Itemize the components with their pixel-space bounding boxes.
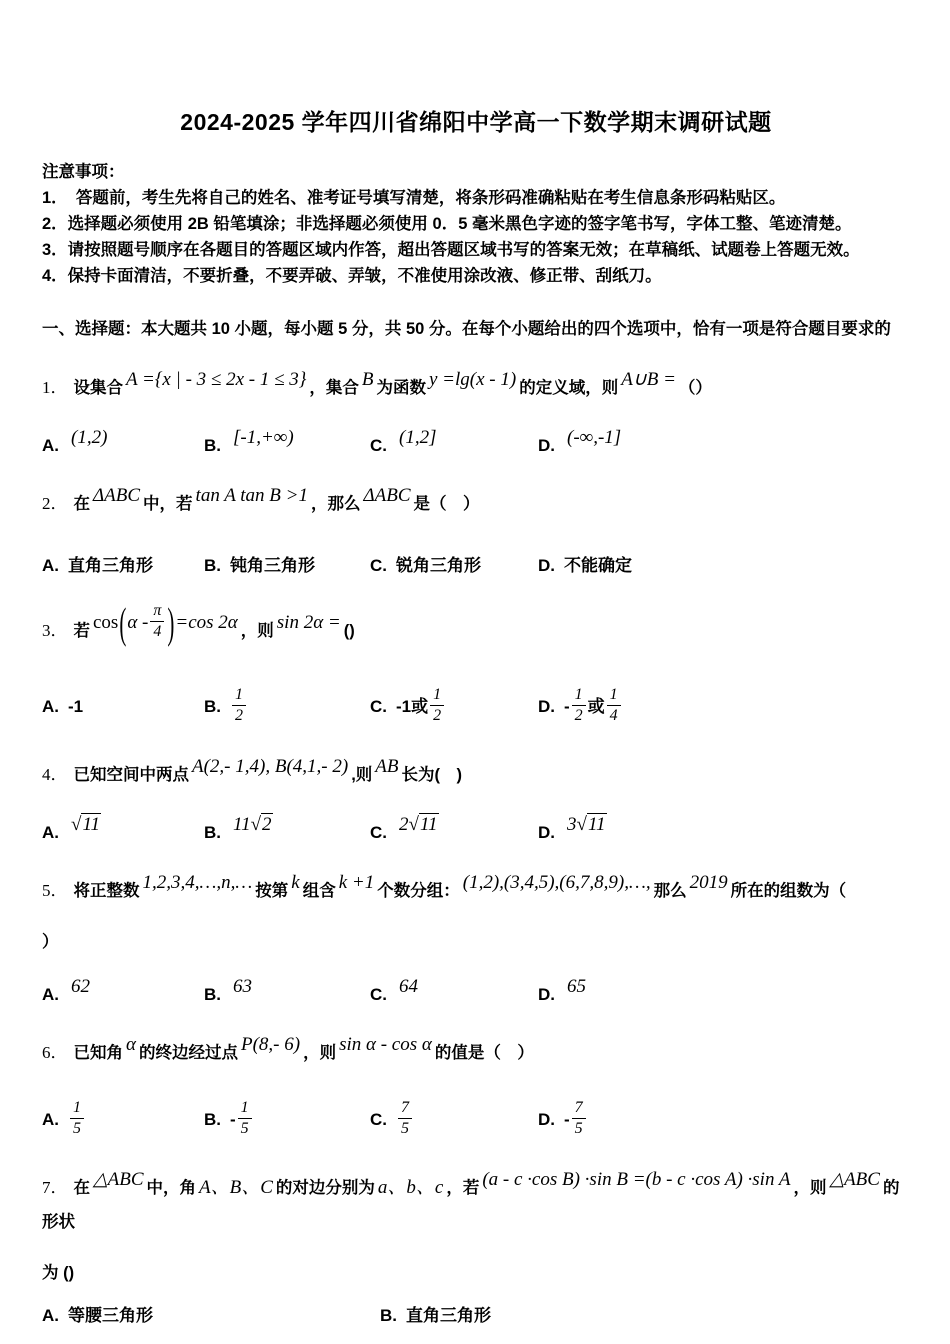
option-label: D. (538, 436, 555, 455)
math-expression: α (126, 1033, 136, 1055)
option-value: -1 (396, 696, 412, 716)
option-d (538, 551, 910, 576)
question-3 (42, 598, 910, 728)
option-label: A. (42, 556, 59, 575)
option-d (538, 427, 910, 457)
question-5 (42, 871, 910, 1006)
math-expression: A ={x | - 3 ≤ 2x - 1 ≤ 3} (126, 369, 307, 390)
coefficient: 11 (233, 813, 251, 835)
math-expression: ΔABC (93, 485, 141, 506)
question-4-options (42, 813, 910, 844)
fraction (238, 1098, 252, 1139)
math-var: a、b、c (377, 1176, 444, 1198)
numerator: 7 (572, 1098, 586, 1119)
option-c (370, 813, 538, 844)
fraction (572, 685, 586, 726)
option-b (380, 1301, 910, 1326)
notice-item-1: 1． 答题前，考生先将自己的姓名、准考证号填写清楚，将条形码准确粘贴在考生信息条形码粘贴区。 (42, 189, 786, 207)
option-label: A. (42, 822, 59, 842)
option-a (42, 975, 204, 1006)
numerator: 7 (398, 1098, 412, 1119)
option-a (42, 1301, 380, 1326)
option-label: B. (204, 822, 221, 842)
option-a (42, 427, 204, 457)
question-4 (42, 755, 910, 844)
option-b (204, 551, 370, 576)
denominator: 2 (574, 706, 583, 724)
minus-sign: - (564, 696, 570, 716)
numerator: 1 (70, 1098, 84, 1119)
option-a (42, 813, 204, 844)
stem-text: 将正整数 (73, 881, 140, 900)
option-value: -1 (68, 696, 84, 716)
question-7 (42, 1168, 910, 1326)
stem-text: ，那么 (310, 495, 361, 513)
answer-parens: 长为( ) (401, 765, 462, 784)
math-expression: k +1 (338, 871, 375, 893)
math-expression: (a - c ·cos B) ·sin B =(b - c ·cos A) ·sin A (482, 1168, 791, 1190)
option-a (42, 697, 204, 717)
option-label: C. (370, 822, 387, 842)
option-label: A. (42, 696, 59, 716)
notice-item-3: 3．请按照题号顺序在各题目的答题区域内作答，超出答题区域书写的答案无效；在草稿纸、试题卷上答题无效。 (42, 241, 860, 259)
stem-text: 组含 (302, 881, 336, 900)
minus-sign: - (564, 1109, 570, 1129)
sqrt-icon: √ (71, 813, 82, 835)
option-label: B. (204, 696, 221, 716)
section-heading-choice: 一、选择题：本大题共 10 小题，每小题 5 分，共 50 分。在每个小题给出的四个选项中，恰有一项是符合题目要求的 (42, 320, 891, 338)
stem-text: 个数分组： (377, 881, 460, 900)
option-c (370, 687, 538, 728)
question-2 (42, 487, 910, 576)
stem-text: 的定义域，则 (519, 379, 619, 397)
answer-parens: 的值是（ ） (434, 1043, 534, 1062)
question-4-stem (42, 755, 910, 792)
fraction (398, 1098, 412, 1139)
option-d (538, 813, 910, 844)
stem-text: 已知角 (73, 1043, 123, 1062)
numerator: 1 (607, 685, 621, 706)
option-value (567, 814, 607, 835)
math-expression: △ABC (93, 1168, 144, 1190)
or-text: 或 (411, 696, 429, 716)
option-label: D. (538, 696, 555, 716)
question-3-options (42, 687, 910, 728)
coefficient: 3 (567, 813, 577, 835)
math-expression: 1,2,3,4,…,n,… (142, 871, 253, 893)
stem-text: 中，角 (146, 1178, 196, 1197)
option-label: A. (42, 984, 59, 1004)
math-expression: k (291, 871, 300, 893)
question-number: 5． (42, 880, 68, 900)
answer-parens: () (343, 622, 355, 640)
sqrt-icon: √ (250, 813, 262, 835)
option-label: B. (204, 436, 221, 455)
radicand: 2 (262, 813, 272, 835)
option-value: 64 (399, 975, 418, 997)
minus-sign: - (230, 1109, 236, 1129)
option-label: D. (538, 984, 555, 1004)
option-a (42, 1100, 204, 1141)
sqrt-icon: √ (576, 813, 587, 835)
option-label: B. (204, 556, 221, 575)
stem-text: 在 (73, 495, 90, 513)
option-value: [-1,+∞) (233, 427, 294, 448)
math-expression: ΔABC (363, 485, 411, 506)
math-expression: y =lg(x - 1) (429, 369, 517, 390)
stem-text: 为函数 (376, 379, 426, 397)
notice-item-4: 4．保持卡面清洁，不要折叠，不要弄破、弄皱，不准使用涂改液、修正带、刮纸刀。 (42, 267, 662, 285)
option-label: A. (42, 436, 59, 455)
denominator: 4 (609, 706, 618, 724)
stem-text: ，则 (240, 622, 274, 640)
question-7-continuation: 为 () (42, 1263, 75, 1282)
stem-text: 的形状 (42, 1178, 900, 1231)
question-number: 3． (42, 621, 68, 640)
fraction (572, 1098, 586, 1139)
option-value: 锐角三角形 (396, 556, 481, 575)
question-3-stem (42, 598, 910, 657)
denominator: 4 (153, 623, 162, 641)
option-label: D. (538, 556, 555, 575)
numerator: π (150, 601, 164, 622)
stem-text: 所在的组数为（ (730, 881, 847, 900)
denominator: 5 (401, 1119, 409, 1137)
option-value: (1,2] (399, 427, 437, 448)
or-text: 或 (587, 696, 605, 716)
option-label: A. (42, 1305, 59, 1325)
option-value (233, 814, 273, 835)
option-value (399, 814, 439, 835)
option-value: 不能确定 (564, 556, 632, 575)
stem-text: 设集合 (73, 379, 123, 397)
math-expression: sin α - cos α (339, 1033, 432, 1055)
option-b (204, 813, 370, 844)
fraction (70, 1098, 84, 1139)
question-6-options (42, 1100, 910, 1141)
stem-text: 的对边分别为 (275, 1178, 375, 1197)
option-value: 直角三角形 (68, 556, 153, 575)
right-paren: ) (167, 598, 175, 648)
option-c (370, 427, 538, 457)
option-label: C. (370, 556, 387, 575)
question-5-options (42, 975, 910, 1006)
question-1-stem (42, 371, 910, 405)
question-6 (42, 1033, 910, 1141)
question-6-stem (42, 1033, 910, 1070)
option-d (538, 687, 910, 728)
radicand: 11 (419, 813, 438, 835)
question-number: 1． (42, 378, 68, 397)
answer-parens: 是（ ） (413, 495, 480, 513)
stem-text: ，集合 (309, 379, 359, 397)
math-expression: P(8,- 6) (240, 1033, 301, 1055)
fraction (430, 685, 444, 726)
option-label: B. (380, 1305, 397, 1325)
stem-text: 那么 (653, 881, 687, 900)
option-b (204, 427, 370, 457)
option-value: 等腰三角形 (68, 1305, 153, 1325)
option-label: C. (370, 436, 387, 455)
math-expression (93, 598, 238, 648)
stem-text: 若 (73, 622, 90, 640)
denominator: 2 (433, 706, 442, 724)
answer-parens: （） (678, 379, 712, 397)
notice-heading: 注意事项： (42, 163, 125, 181)
coefficient: 2 (399, 813, 409, 835)
fraction (232, 685, 246, 726)
stem-text: ，若 (446, 1178, 480, 1197)
option-value: 65 (567, 975, 586, 997)
math-expression: B (361, 369, 374, 390)
question-1-options (42, 427, 910, 457)
math-expression: 2019 (689, 871, 728, 893)
option-b (204, 975, 370, 1006)
question-number: 2． (42, 494, 68, 513)
option-b (204, 1100, 370, 1141)
option-c (370, 1100, 538, 1141)
numerator: 1 (430, 685, 444, 706)
math-expression: △ABC (829, 1168, 880, 1190)
option-value: (-∞,-1] (567, 427, 622, 448)
question-5-stem (42, 871, 910, 908)
stem-text: 按第 (255, 881, 289, 900)
math-function: cos (93, 612, 119, 633)
question-5-continuation: ） (42, 932, 59, 951)
notice-item-2: 2．选择题必须使用 2B 铅笔填涂；非选择题必须使用 0．5 毫米黑色字迹的签字笔书写，字体工整、笔迹清楚。 (42, 215, 852, 233)
option-value: 63 (233, 975, 252, 997)
math-expression: sin 2α = (276, 612, 341, 633)
question-number: 7． (42, 1177, 68, 1197)
notice-block (42, 159, 910, 289)
stem-text: 的终边经过点 (138, 1043, 238, 1062)
stem-text: 已知空间中两点 (73, 765, 189, 784)
denominator: 2 (235, 706, 243, 724)
question-number: 4． (42, 764, 68, 784)
numerator: 1 (232, 685, 246, 706)
math-expression: AB (375, 755, 399, 777)
question-7-options (42, 1301, 910, 1326)
option-value: 62 (71, 975, 90, 997)
radicand: 11 (82, 813, 101, 835)
question-1 (42, 371, 910, 457)
math-var: A、B、C (199, 1176, 273, 1198)
question-number: 6． (42, 1042, 68, 1062)
option-label: C. (370, 696, 387, 716)
left-paren: ( (119, 598, 127, 648)
stem-text: 在 (73, 1178, 90, 1197)
question-7-stem (42, 1168, 910, 1239)
option-value (71, 814, 101, 835)
option-label: A. (42, 1109, 59, 1129)
fraction (150, 601, 164, 642)
fraction (607, 685, 621, 726)
stem-text: 中，若 (143, 495, 193, 513)
stem-text: ,则 (351, 765, 373, 784)
numerator: 1 (572, 685, 586, 706)
option-value: 直角三角形 (406, 1305, 491, 1325)
math-var: =cos 2α (175, 612, 238, 633)
stem-text: ，则 (303, 1043, 337, 1062)
math-expression: A(2,- 1,4), B(4,1,- 2) (192, 755, 349, 777)
denominator: 5 (73, 1119, 81, 1137)
question-2-stem (42, 487, 910, 521)
option-label: C. (370, 1109, 387, 1129)
math-var: α - (127, 612, 149, 633)
option-b (204, 687, 370, 728)
option-label: B. (204, 984, 221, 1004)
denominator: 5 (574, 1119, 583, 1137)
option-label: B. (204, 1109, 221, 1129)
option-label: D. (538, 1109, 555, 1129)
exam-title: 2024-2025 学年四川省绵阳中学高一下数学期末调研试题 (180, 109, 772, 135)
math-expression: A∪B = (621, 369, 676, 390)
option-label: D. (538, 822, 555, 842)
math-expression: tan A tan B >1 (195, 485, 308, 506)
option-d (538, 975, 910, 1006)
option-c (370, 551, 538, 576)
denominator: 5 (240, 1119, 249, 1137)
radicand: 11 (587, 813, 606, 835)
option-d (538, 1100, 910, 1141)
sqrt-icon: √ (408, 813, 419, 835)
numerator: 1 (238, 1098, 252, 1119)
stem-text: ，则 (793, 1178, 827, 1197)
option-value: (1,2) (71, 427, 108, 448)
option-value: 钝角三角形 (230, 556, 315, 575)
option-c (370, 975, 538, 1006)
option-label: C. (370, 984, 387, 1004)
math-expression: (1,2),(3,4,5),(6,7,8,9),…, (462, 871, 651, 893)
